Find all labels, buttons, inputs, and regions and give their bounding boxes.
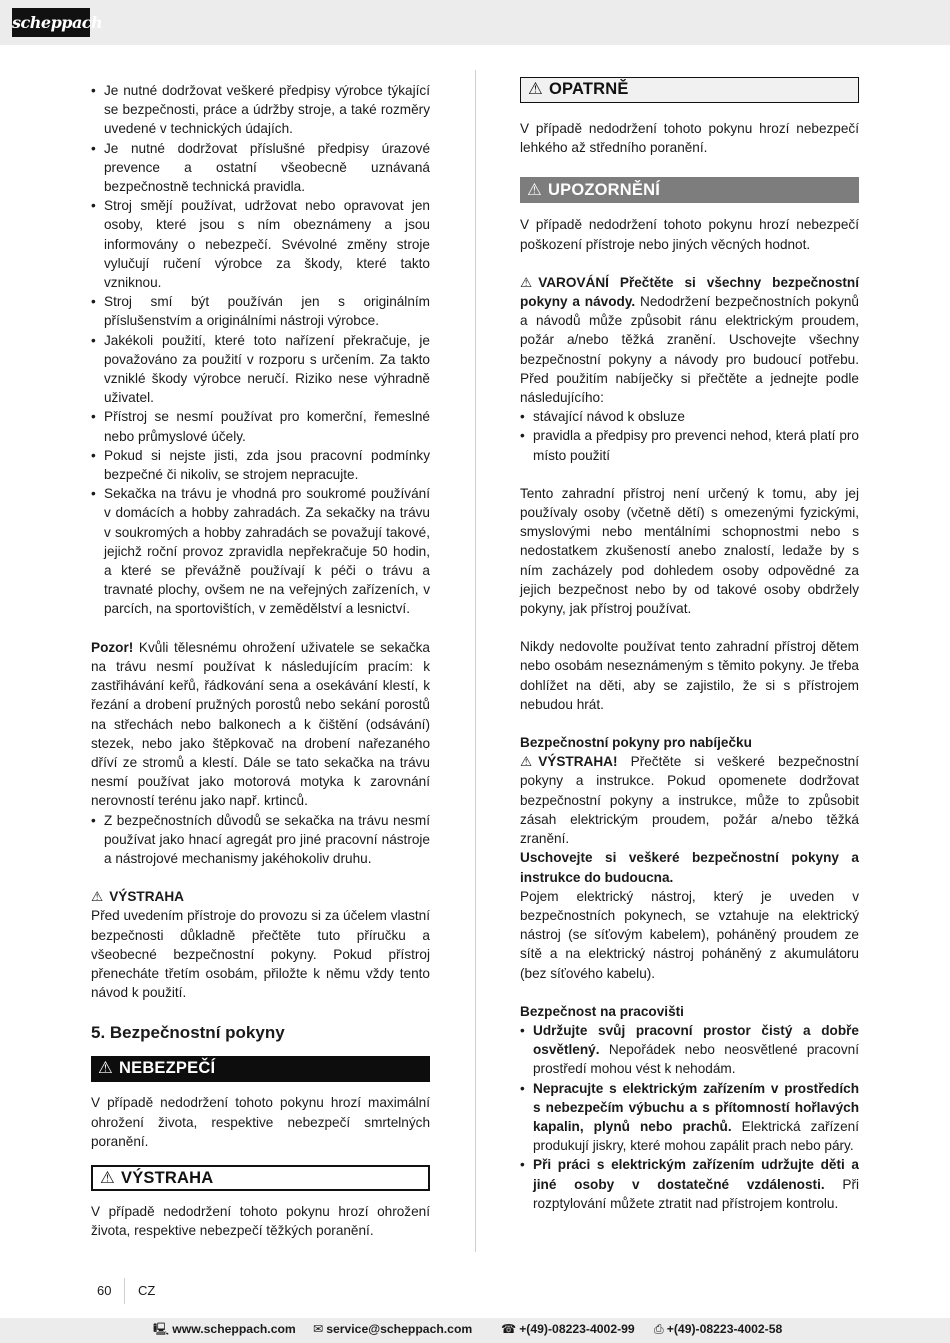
workplace-list — [520, 1021, 859, 1213]
list-item: • Stroj smějí používat, udržovat nebo opravovat jen osoby, které jsou s ním obeznámeny a jsou informovány o nebezpečí. Svévolné změny stroje vylučují ručení výrobce za škody, které takto vzniknou. — [91, 196, 430, 292]
children-paragraph: Tento zahradní přístroj není určený k tomu, aby jej používaly osoby (včetně dětí) s omezenými fyzickými, smyslovými nebo mentálními schopnostmi nebo s nedostatkem zkušeností anebo znalostí, ledaže by s ním zacházely pod dohledem osoby odpovědné za jejich bezpečnost nebo by od takové osoby obdržely pokyny, jak přístroj používat. — [520, 485, 859, 617]
right-column — [520, 77, 859, 1213]
list-item: • Pokud si nejste jisti, zda jsou pracovní podmínky bezpečné či nikoliv, se strojem nepracujte. — [91, 446, 430, 484]
workplace-heading: Bezpečnost na pracovišti — [520, 1003, 684, 1019]
warning-triangle-icon: ⚠ — [520, 274, 533, 290]
page-number: 60 — [97, 1283, 112, 1298]
column-divider — [475, 70, 476, 1252]
language-code: CZ — [138, 1283, 156, 1298]
list-item: • Sekačka na trávu je vhodná pro soukromé používání v domácích a hobby zahradách. Za sekačky na trávu v soukromých a hobby zahradách se považují takové, jejichž roční provoz zpravidla nepřekračuje 50 hodin, a které se převážně používají k péči o trávu a travnaté plochy, ovšem ne na veřejných zařízeních, v parcích, na sportovištích, v zemědělství a lesnictví. — [91, 484, 430, 618]
vystraha-heading: ⚠ VÝSTRAHA — [91, 887, 430, 906]
never-paragraph: Nikdy nedovolte používat tento zahradní přístroj dětem nebo osobám neseznámeným s těmito pokyny. Je třeba dohlížet na děti, aby se zajistilo, že si s přístrojem nebudou hrát. — [520, 639, 859, 712]
vystraha-box: ⚠ VÝSTRAHA — [91, 1165, 430, 1191]
opatrne-box: ⚠ OPATRNĚ — [520, 77, 859, 103]
upozorneni-box: ⚠ UPOZORNĚNÍ — [520, 177, 859, 203]
warning-triangle-icon: ⚠ — [100, 1168, 115, 1187]
usage-rules-list — [91, 81, 430, 619]
charger-heading: Bezpečnostní pokyny pro nabíječku — [520, 735, 752, 751]
pozor-text: Kvůli tělesnému ohrožení uživatele se sekačka na trávu nesmí používat k následujícím pracím: k zastřihávání keřů, řádkování sena a osekávání klestí, k řezání a drobení pružných porostů nebo sekání porostů na střechách nebo balkonech a k čištění (odsávání) stezek, nebo jako štěpkovač na drobení nařezaného dříví ze stromů a klestí. Dále se tato sekačka na trávu nesmí používat jako motorová motyka k zarovnání nerovností terénu jako např. krtinců. — [91, 639, 430, 809]
varovani-paragraph: ⚠ VAROVÁNÍ Přečtěte si všechny bezpečnostní pokyny a návody. Nedodržení bezpečnostních pokynů a návodů může způsobit ránu elektrickým proudem, požár a/nebo těžká zranění. Uschovejte všechny bezpečnostní pokyny a návody pro budoucí potřebu. Před použitím nabíječky si přečtěte a jednejte podle následujícího: — [520, 274, 859, 406]
phone-icon: ☎ — [501, 1322, 517, 1336]
upozorneni-text: V případě nedodržení tohoto pokynu hrozí nebezpečí poškození přístroje nebo jiných věcných hodnot. — [520, 217, 859, 252]
list-item: • Je nutné dodržovat příslušné předpisy úrazové prevence a ostatní všeobecně uznávaná bezpečnostně technická pravidla. — [91, 139, 430, 197]
pozor-paragraph — [91, 638, 430, 811]
list-item: • Udržujte svůj pracovní prostor čistý a dobře osvětlený. Nepořádek nebo neosvětlené pracovní prostředí mohou vést k nehodám. — [520, 1021, 859, 1079]
list-item: • Přístroj se nesmí používat pro komerční, řemeslné nebo průmyslové účely. — [91, 407, 430, 445]
pozor-label: Pozor! — [91, 639, 134, 655]
warning-triangle-icon: ⚠ — [98, 1059, 113, 1078]
left-column — [91, 81, 430, 1240]
website-contact[interactable]: 🖳 www.scheppach.com — [153, 1322, 296, 1336]
contact-bar — [0, 1318, 950, 1343]
fax-icon: ⎙ — [654, 1322, 664, 1336]
varovani-list — [520, 407, 859, 465]
vystraha-text: Před uvedením přístroje do provozu si za účelem vlastní bezpečnosti důkladně přečtěte tuto příručku a všeobecné bezpečnostní pokyny. Pokud přístroj přenecháte třetím osobám, přiložte k němu vždy tento návod k použití. — [91, 908, 430, 1001]
monitor-icon: 🖳 — [153, 1322, 170, 1336]
scheppach-logo: scheppach — [12, 8, 90, 37]
email-contact[interactable]: ✉ service@scheppach.com — [313, 1322, 473, 1336]
mail-icon: ✉ — [313, 1322, 324, 1336]
list-item: • pravidla a předpisy pro prevenci nehod, která platí pro místo použití — [520, 426, 859, 464]
drive-unit-list — [91, 811, 430, 869]
footer-separator — [124, 1278, 125, 1304]
warning-triangle-icon: ⚠ — [91, 889, 104, 905]
fax-contact: ⎙ +(49)-08223-4002-58 — [654, 1322, 783, 1336]
keep-instructions: Uschovejte si veškeré bezpečnostní pokyny a instrukce do budoucna. — [520, 850, 859, 885]
header-bar — [0, 0, 950, 45]
vystraha-box-text: V případě nedodržení tohoto pokynu hrozí ohrožení života, respektive nebezpečí těžkých poranění. — [91, 1203, 430, 1239]
nebezpeci-box: ⚠ NEBEZPEČÍ — [91, 1056, 430, 1082]
section-title: 5. Bezpečnostní pokyny — [91, 1023, 285, 1043]
list-item: • stávající návod k obsluze — [520, 407, 859, 426]
list-item: • Z bezpečnostních důvodů se sekačka na trávu nesmí používat jako hnací agregát pro jiné pracovní nástroje a nástrojové mechanismy jakéhokoliv druhu. — [91, 811, 430, 869]
phone-contact: ☎ +(49)-08223-4002-99 — [501, 1322, 635, 1336]
list-item: • Je nutné dodržovat veškeré předpisy výrobce týkající se bezpečnosti, práce a údržby stroje, a také rozměry uvedené v technických údajích. — [91, 81, 430, 139]
warning-triangle-icon: ⚠ — [528, 80, 543, 98]
nebezpeci-text: V případě nedodržení tohoto pokynu hrozí maximální ohrožení života, respektive nebezpečí smrtelných poranění. — [91, 1095, 430, 1149]
list-item: • Při práci s elektrickým zařízením udržujte děti a jiné osoby v dostatečné vzdálenosti. Při rozptylování můžete ztratit nad přístrojem kontrolu. — [520, 1155, 859, 1213]
tool-definition: Pojem elektrický nástroj, který je uveden v bezpečnostních pokynech, se vztahuje na elektrický nástroj (se síťovým kabelem), poháněný proudem ze sítě a na elektrický nástroj poháněný z akumulátoru (bez síťového kabelu). — [520, 888, 859, 981]
list-item: • Stroj smí být používán jen s originálním příslušenstvím a originálními nástroji výrobce. — [91, 292, 430, 330]
warning-triangle-icon: ⚠ — [527, 181, 542, 200]
list-item: • Nepracujte s elektrickým zařízením v prostředích s nebezpečím výbuchu a s přítomností hořlavých kapalin, plynů nebo prachů. Elektrická zařízení produkují jiskry, které mohou zapálit prach nebo páry. — [520, 1079, 859, 1156]
opatrne-text: V případě nedodržení tohoto pokynu hrozí nebezpečí lehkého až středního poranění. — [520, 121, 859, 156]
warning-triangle-icon: ⚠ — [520, 754, 533, 770]
charger-warning: ⚠ VÝSTRAHA! Přečtěte si veškeré bezpečnostní pokyny a instrukce. Pokud opomenete dodržovat bezpečnostní pokyny a instrukce, může to způsobit zásah elektrickým proudem, požár a/nebo těžká zranění. — [520, 754, 859, 847]
list-item: • Jakékoli použití, které toto nařízení překračuje, je považováno za použití v rozporu s určením. Za takto vzniklé škody výrobce neručí. Riziko nese výhradně uživatel. — [91, 331, 430, 408]
